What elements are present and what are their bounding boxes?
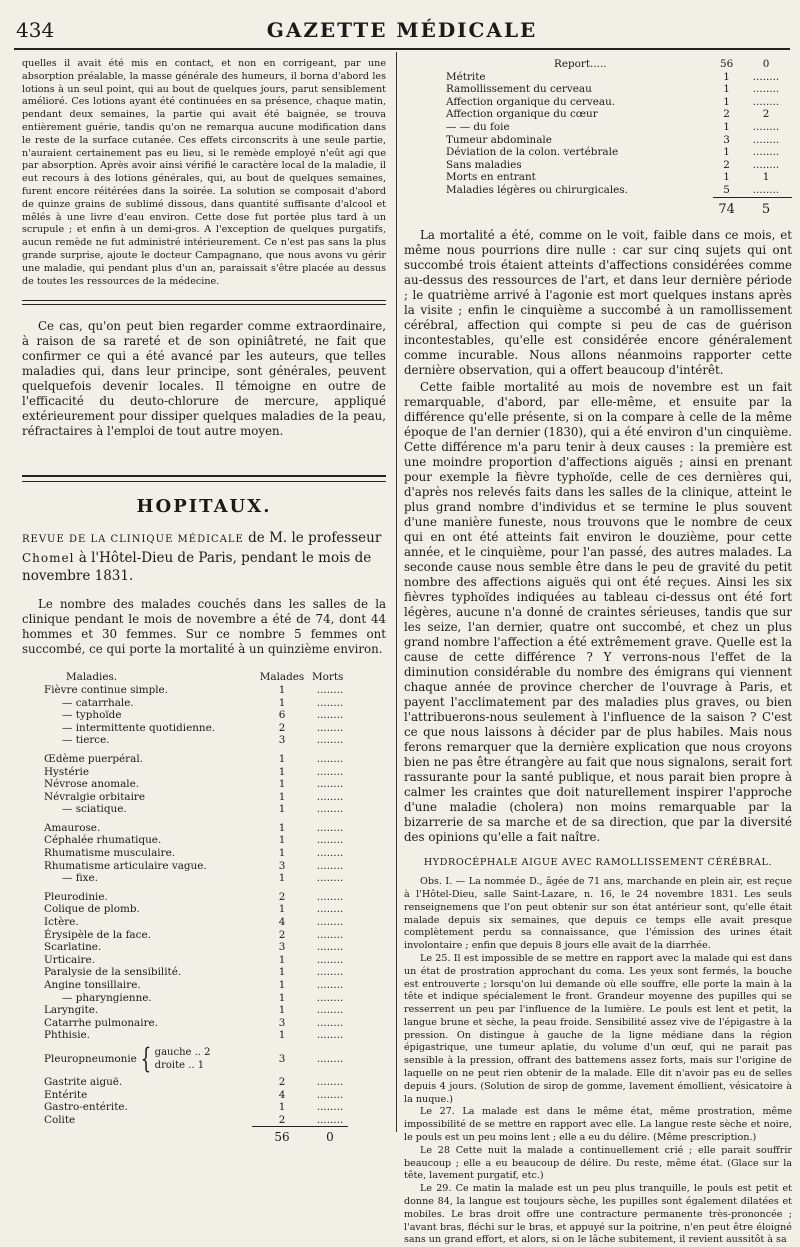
left-total-deaths: 0 bbox=[312, 1127, 348, 1144]
patient-count: 1 bbox=[278, 953, 286, 966]
table-row: Névralgie orbitaire 1 ........ bbox=[44, 790, 344, 803]
pleuro-droite-n: 1 bbox=[197, 1059, 205, 1071]
patient-count: 2 bbox=[723, 158, 730, 171]
patient-count: 2 bbox=[723, 108, 730, 121]
revue-rest: de M. le professeur bbox=[243, 530, 382, 547]
patient-count: 1 bbox=[278, 847, 286, 860]
separator-rule bbox=[22, 300, 386, 305]
patient-count: 1 bbox=[278, 979, 286, 991]
header-deaths: Morts bbox=[312, 671, 344, 684]
disease-name: Morts en entrant bbox=[446, 171, 536, 184]
disease-name: Scarlatine. bbox=[44, 941, 102, 954]
table-row: Amaurose. 1 ........ bbox=[22, 819, 348, 835]
patient-count: 3 bbox=[278, 1016, 286, 1029]
table-row: Catarrhe pulmonaire. 3 ........ bbox=[44, 1016, 344, 1029]
disease-name: — intermittente quotidienne. bbox=[62, 721, 216, 734]
table-row: — tierce. 3 ........ bbox=[22, 734, 348, 750]
table-row bbox=[424, 171, 792, 184]
death-count: 1 bbox=[762, 171, 770, 184]
pleuro-gauche: gauche bbox=[154, 1046, 192, 1058]
disease-name: Colique de plomb. bbox=[44, 903, 140, 916]
patient-count: 1 bbox=[278, 683, 286, 696]
day-25: Le 25. Il est impossible de se mettre en rapport avec la malade qui est dans un état de prostration approchant du coma. Les yeux sont fermés, la bouche est entrouverte ; lorsqu'on lui demande où elle souffre, elle porte la main à la tête et indique spécialement le front. Grandeur moyenne des pupilles qui se resserrent un peu par l'influence de la lumière. Le pouls est lent et petit, la langue brune et sèche, la peau froide. Sensibilité assez vive de l'épigastre à la pression. On distingue à gauche de la ligne médiane dans la région épigastrique, une tumeur aplatie, du volume d'un œuf, qui ne parait pas sensible à la pression, offrant des battemens assez forts, mais sur l'origine de laquelle on ne peut rien obtenir de la malade. Elle dit n'avoir pas eu de selles depuis 4 jours. (Solution de sirop de gomme, lavement émollient, vésicatoire à la nuque.) bbox=[404, 952, 792, 1105]
observation-1: Obs. I. — La nommée D., âgée de 71 ans, marchande en plein air, est reçue à l'Hôtel-Dieu, salle Saint-Lazare, n. 16, le 24 novembre 1831. Les seuls renseignemens que l'on peut obtenir sur son état antérieur sont, qu'elle était malade depuis six semaines, que depuis ce temps elle avait presque complètement perdu sa connaissance, que l'émission des urines était involontaire ; enfin que depuis 8 jours elle avait de la diarrhée. bbox=[404, 876, 792, 952]
brace-glyph: { bbox=[140, 1041, 152, 1075]
disease-name: Œdème puerpéral. bbox=[44, 752, 143, 765]
patient-count: 2 bbox=[278, 721, 286, 734]
intro-paragraph: quelles il avait été mis en contact, et non en corrigeant, par une absorption préalable, la masse générale des humeurs, il borna d'abord les lotions à un seul point, qui au bout de quelques jours, parut sensiblement amélioré. Ces lotions ayant été continuées en sa présence, chaque matin, pendant deux semaines, la partie qui avait été baignée, se trouva entièrement guérie, tandis qu'on ne remarqua aucune modification dans le reste de la surface cutanée. Ces effets circonscrits à une seule partie, n'auraient certainement pas eu lieu, si le remède employé n'eût agi que par absorption. Après avoir ainsi vérifié le caractère local de la maladie, il eut recours à des lotions générales, qui, au bout de quelques semaines, furent encore réitérées dans la soirée. La solution se composait d'abord de quinze grains de sublimé dissous, dans quantité suffisante d'alcool et mêlés à une livre d'eau environ. Cette dose fut portée plus tard à un scrupule ; et enfin à un demi-gros. A l'exception de quelques purgatifs, aucun remède ne fut administré intérieurement. Ce n'est pas sans la plus grande surprise, ajoute le docteur Campagnano, que nous avons vu gérir une maladie, qui pendant plus d'un an, paraissait s'être placée au dessus de toutes les ressources de la médecine. bbox=[22, 58, 386, 287]
patient-count: 1 bbox=[278, 872, 286, 885]
day-28: Le 28 Cette nuit la malade a continuellement crié ; elle parait souffrir beaucoup ; elle a eu beaucoup de délire. Du reste, même état. (Glace sur la tête, lavement purgatif, etc.) bbox=[404, 1144, 792, 1182]
table-row: Gastro-entérite. 1 ........ bbox=[44, 1101, 344, 1114]
patient-count: 1 bbox=[723, 120, 730, 133]
patient-count: 1 bbox=[723, 70, 730, 83]
table-row: Laryngite. 1 ........ bbox=[44, 1004, 344, 1017]
disease-name: Entérite bbox=[44, 1088, 88, 1101]
disease-name: Tumeur abdominale bbox=[446, 133, 552, 146]
table-row: Névrose anomale. 1 ........ bbox=[44, 778, 344, 791]
patient-count: 1 bbox=[723, 146, 730, 159]
table-row: Urticaire. 1 ........ bbox=[44, 953, 344, 966]
disease-table-continued bbox=[424, 58, 792, 216]
table-row: Colite 2 ........ bbox=[44, 1113, 344, 1127]
right-total-patients: 74 bbox=[713, 197, 740, 216]
pleuro-total: 3 bbox=[278, 1052, 286, 1065]
right-column bbox=[404, 58, 792, 1247]
revue-chomel: Chomel bbox=[22, 551, 75, 566]
day-27: Le 27. La malade est dans le même état, même prostration, même impossibilité de se mettre en rapport avec elle. La langue reste sèche et noire, le pouls est un peu moins lent ; elle a eu du délire. (Même prescription.) bbox=[404, 1106, 792, 1144]
disease-name: Érysipèle de la face. bbox=[44, 928, 151, 941]
report-patients: 56 bbox=[719, 58, 734, 70]
table-row: Angine tonsillaire. 1 ........ bbox=[44, 979, 344, 991]
disease-name: — fixe. bbox=[62, 872, 98, 885]
table-row: Rhumatisme articulaire vague. 3 ........ bbox=[44, 859, 344, 872]
right-total-deaths: 5 bbox=[740, 197, 792, 216]
patient-count: 1 bbox=[723, 95, 730, 108]
patient-count: 1 bbox=[278, 991, 286, 1004]
table-row: — fixe. 1 ........ bbox=[22, 872, 348, 888]
patient-count: 1 bbox=[278, 834, 286, 847]
summary-paragraph: Le nombre des malades couchés dans les salles de la clinique pendant le mois de novembre a été de 74, dont 44 hommes et 30 femmes. Sur ce nombre 5 femmes ont succombé, ce qui porte la mortalité à un quinzième environ. bbox=[22, 597, 386, 657]
table-row: Hystérie 1 ........ bbox=[44, 765, 344, 778]
patient-count: 6 bbox=[278, 709, 286, 722]
disease-name: Angine tonsillaire. bbox=[44, 979, 141, 991]
pleuro-row: Pleuropneumonie { gauche .. 2 droite .. 1 3 ........ bbox=[44, 1041, 344, 1075]
disease-name: Névrose anomale. bbox=[44, 778, 140, 791]
disease-name: Déviation de la colon. vertébrale bbox=[446, 146, 619, 159]
table-row: — typhoïde 6 ........ bbox=[62, 709, 344, 722]
patient-count: 3 bbox=[278, 859, 286, 872]
disease-name: — tierce. bbox=[62, 734, 110, 747]
disease-name: Phthisie. bbox=[44, 1029, 90, 1042]
section-rule bbox=[22, 475, 386, 482]
patient-count: 4 bbox=[278, 916, 286, 929]
mortality-paragraph: La mortalité a été, comme on le voit, faible dans ce mois, et même nous pourrions dire nulle : car sur cinq sujets qui ont succombé trois étaient atteints d'affections considérées comme au-dessus des ressources de l'art, et dans leur dernière période ; le quatrième arrivé à l'agonie est mort quelques instans après la visite ; enfin le cinquième a succombé à un ramollissement cérébral, affection qui compte si peu de cas de guérison incontestables, qu'elle est considérée encore généralement comme incurable. Nous allons néanmoins rapporter cette dernière observation, qui a offert beaucoup d'intérêt. bbox=[404, 228, 792, 378]
patient-count: 1 bbox=[278, 765, 286, 778]
table-row: — pharyngienne. 1 ........ bbox=[62, 991, 344, 1004]
disease-name: Pleurodinie. bbox=[44, 890, 108, 903]
table-row: Gastrite aiguë. 2 ........ bbox=[44, 1075, 344, 1088]
table-row: Fièvre continue simple. 1 ........ bbox=[44, 683, 344, 696]
table-row: — sciatique. 1 ........ bbox=[22, 803, 348, 819]
report-row: Report..... 56 0 bbox=[424, 58, 792, 71]
page-header bbox=[14, 14, 790, 50]
death-count: 2 bbox=[762, 108, 770, 121]
disease-name: Paralysie de la sensibilité. bbox=[44, 966, 182, 979]
disease-name: Céphalée rhumatique. bbox=[44, 834, 162, 847]
header-patients: Malades bbox=[259, 671, 305, 684]
header-disease: Maladies. bbox=[66, 671, 118, 684]
disease-name: — catarrhale. bbox=[62, 696, 134, 709]
table-row: Colique de plomb. 1 ........ bbox=[44, 903, 344, 916]
disease-name: — pharyngienne. bbox=[62, 991, 152, 1004]
patient-count: 3 bbox=[278, 941, 286, 954]
table-row: Scarlatine. 3 ........ bbox=[44, 941, 344, 954]
table-row: Paralysie de la sensibilité. 1 ........ bbox=[44, 966, 344, 979]
patient-count: 5 bbox=[723, 183, 730, 196]
report-deaths: 0 bbox=[762, 58, 770, 70]
revue-heading bbox=[22, 529, 386, 585]
revue-prefix: REVUE DE LA CLINIQUE MÉDICALE bbox=[22, 534, 244, 546]
disease-name: Gastro-entérite. bbox=[44, 1101, 128, 1114]
pleuro-name: Pleuropneumonie bbox=[44, 1052, 137, 1065]
table-row: — — du foie 1 ........ bbox=[446, 120, 780, 133]
totals-row bbox=[22, 1127, 348, 1144]
disease-name: Catarrhe pulmonaire. bbox=[44, 1016, 158, 1029]
disease-name: Ramollissement du cerveau bbox=[446, 83, 592, 96]
patient-count: 1 bbox=[278, 1029, 286, 1042]
patient-count: 1 bbox=[278, 778, 286, 791]
patient-count: 1 bbox=[278, 790, 286, 803]
patient-count: 2 bbox=[278, 1075, 286, 1088]
table-row: Sans maladies 2 ........ bbox=[446, 158, 780, 171]
disease-name: Laryngite. bbox=[44, 1004, 99, 1017]
table-row: Entérite 4 ........ bbox=[44, 1088, 344, 1101]
case-title: HYDROCÉPHALE AIGUE AVEC RAMOLLISSEMENT CÉRÉBRAL. bbox=[423, 857, 773, 869]
table-row: — catarrhale. 1 ........ bbox=[62, 696, 344, 709]
patient-count: 2 bbox=[278, 1113, 286, 1126]
table-row: Phthisie. 1 ........ bbox=[44, 1029, 344, 1042]
patient-count: 3 bbox=[278, 734, 286, 747]
table-header-row bbox=[22, 671, 348, 684]
page-number: 434 bbox=[16, 18, 55, 42]
revue-end: à l'Hôtel-Dieu de Paris, pendant le mois de novembre 1831. bbox=[22, 550, 372, 585]
table-row: Maladies légères ou chirurgicales. 5 ........ bbox=[446, 183, 780, 197]
disease-name: Névralgie orbitaire bbox=[44, 790, 146, 803]
disease-name: Rhumatisme musculaire. bbox=[44, 847, 176, 860]
table-row: — intermittente quotidienne. 2 ........ bbox=[62, 721, 344, 734]
right-totals-row bbox=[424, 197, 792, 216]
disease-table bbox=[22, 671, 348, 1144]
table-row: Métrite 1 ........ bbox=[446, 70, 780, 83]
disease-name: Sans maladies bbox=[446, 158, 522, 171]
left-total-patients: 56 bbox=[252, 1127, 312, 1144]
day-29: Le 29. Ce matin la malade est un peu plus tranquille, le pouls est petit et donne 84, la langue est toujours sèche, les pupilles sont également dilatées et mobiles. Le bras droit offre une contracture permanente très-prononcée ; l'avant bras, fléchi sur le bras, et appuyé sur la poitrine, n'en peut être éloigné sans un grand effort, et alors, si on le lâche subitement, il revient aussitôt à sa bbox=[404, 1183, 792, 1246]
table-row: Déviation de la colon. vertébrale 1 ........ bbox=[446, 146, 780, 159]
patient-count: 1 bbox=[723, 171, 730, 184]
disease-name: Urticaire. bbox=[44, 953, 95, 966]
disease-name: Colite bbox=[44, 1114, 76, 1127]
patient-count: 4 bbox=[278, 1088, 286, 1101]
table-row: Céphalée rhumatique. 1 ........ bbox=[44, 834, 344, 847]
disease-name: — typhoïde bbox=[62, 709, 122, 722]
disease-name: — — du foie bbox=[446, 120, 510, 133]
disease-name: Affection organique du cœur bbox=[446, 108, 598, 121]
patient-count: 2 bbox=[278, 928, 286, 941]
pleuro-droite: droite bbox=[154, 1059, 186, 1071]
table-row: Érysipèle de la face. 2 ........ bbox=[44, 928, 344, 941]
section-title-hopitaux: HOPITAUX. bbox=[136, 496, 272, 518]
disease-name: Affection organique du cerveau. bbox=[446, 95, 616, 108]
table-row bbox=[424, 108, 792, 121]
disease-name: — sciatique. bbox=[62, 803, 127, 816]
table-row: Tumeur abdominale 3 ........ bbox=[446, 133, 780, 146]
table-row: Ictère. 4 ........ bbox=[44, 916, 344, 929]
report-label: Report bbox=[554, 58, 591, 70]
table-row: Œdème puerpéral. 1 ........ bbox=[22, 750, 348, 766]
patient-count: 2 bbox=[278, 890, 286, 903]
disease-name: Amaurose. bbox=[44, 821, 101, 834]
patient-count: 1 bbox=[278, 903, 286, 916]
pleuro-gauche-n: 2 bbox=[204, 1046, 211, 1058]
patient-count: 1 bbox=[278, 803, 286, 816]
disease-name: Rhumatisme articulaire vague. bbox=[44, 859, 207, 872]
disease-name: Ictère. bbox=[44, 916, 79, 929]
column-rule bbox=[396, 52, 397, 1132]
left-column bbox=[22, 58, 386, 1144]
disease-name: Gastrite aiguë. bbox=[44, 1075, 123, 1088]
patient-count: 1 bbox=[278, 1004, 286, 1017]
table-row: Pleurodinie. 2 ........ bbox=[22, 888, 348, 904]
disease-name: Hystérie bbox=[44, 765, 90, 778]
patient-count: 3 bbox=[723, 133, 730, 146]
patient-count: 1 bbox=[278, 752, 286, 765]
table-row: Ramollissement du cerveau 1 ........ bbox=[446, 83, 780, 96]
patient-count: 1 bbox=[278, 821, 286, 834]
patient-count: 1 bbox=[723, 83, 730, 96]
patient-count: 1 bbox=[278, 696, 286, 709]
difference-paragraph: Cette faible mortalité au mois de novembre est un fait remarquable, d'abord, par elle-même, et ensuite par la différence qu'elle présente, si on la compare à celle de la même époque de l'an dernier (1830), qui a été environ d'un cinquième. Cette différence m'a paru tenir à deux causes : la première est une moindre proportion d'affections aiguës ; ainsi en prenant pour exemple la fièvre typhoïde, celle de ces dernières qui, d'après nos relevés faits dans les salles de la clinique, atteint le plus grand nombre d'individus et se termine le plus souvent d'une manière funeste, nous trouvons que le nombre de ceux qui en ont été atteints fait environ le douzième, pour cette année, et le cinquième, pour l'an passé, des autres malades. La seconde cause nous semble être dans le peu de gravité du petit nombre des affections aiguës qui ont été reçues. Ainsi les six fièvres typhoïdes indiquées au tableau ci-dessus ont été fort légères, aucune n'a donné de craintes sérieuses, tandis que sur les seize, l'an dernier, quatre ont succombé, et chez un plus grand nombre l'affection a été extrêmement grave. Quelle est la cause de cette différence ? Y verrons-nous l'effet de la diminution considérable du nombre des émigrans qui viennent chaque année de province chercher de l'ouvrage à Paris, et payent l'acclimatement par des maladies plus graves, ou bien l'attribuerons-nous seulement à l'influence de la saison ? C'est ce que nous laissons à décider par de plus habiles. Mais nous ferons remarquer que la dernière explication que nous croyons bien ne pas être étrangère au fait que nous signalons, serait fort rassurante pour la santé publique, et nous parait bien propre à calmer les craintes que doit naturellement inspirer l'approche d'une maladie (cholera) non moins remarquable par la bizarrerie de sa marche et de sa direction, que par la diversité des opinions qu'elle a fait naître. bbox=[404, 380, 792, 845]
patient-count: 1 bbox=[278, 966, 286, 979]
disease-name: Fièvre continue simple. bbox=[44, 683, 169, 696]
journal-title: GAZETTE MÉDICALE bbox=[266, 18, 538, 42]
disease-name: Maladies légères ou chirurgicales. bbox=[446, 184, 628, 197]
patient-count: 1 bbox=[278, 1101, 286, 1114]
table-row: Rhumatisme musculaire. 1 ........ bbox=[44, 847, 344, 860]
disease-name: Métrite bbox=[446, 70, 486, 83]
comment-paragraph: Ce cas, qu'on peut bien regarder comme extraordinaire, à raison de sa rareté et de son opiniâtreté, ne fait que confirmer ce qui a été avancé par les auteurs, que telles maladies qui, dans leur principe, sont générales, peuvent quelquefois devenir locales. Il témoigne en outre de l'efficacité du deuto-chlorure de mercure, appliqué extérieurement pour dissiper quelques maladies de la peau, réfractaires à l'emploi de tout autre moyen. bbox=[22, 319, 386, 439]
table-row: Affection organique du cerveau. 1 ........ bbox=[446, 95, 780, 108]
